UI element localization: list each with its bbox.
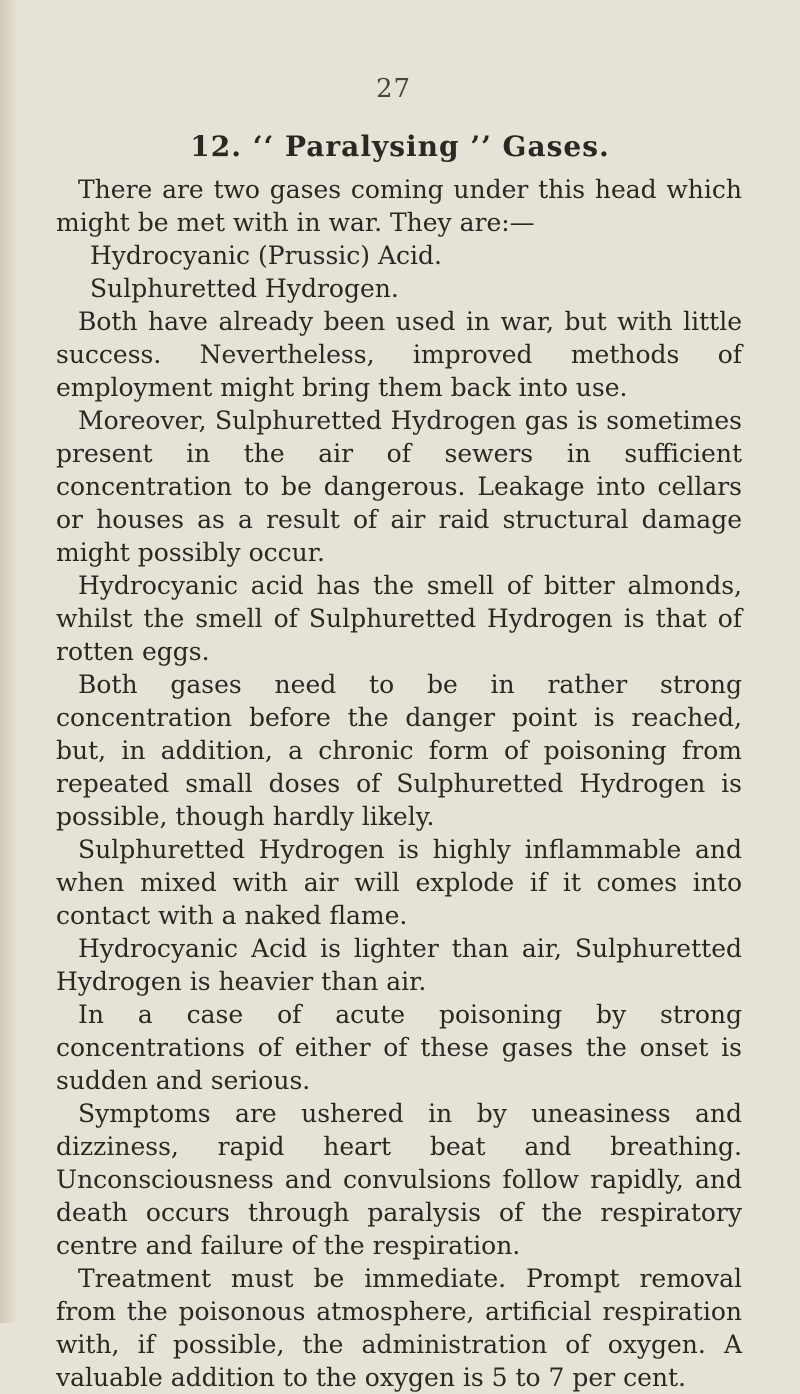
- paragraph: Both gases need to be in rather strong concentration before the danger point is reached, but, in addition, a chronic form of poisoning from repeated small doses of Sulphuretted Hydrogen is possible, though hardly likely.: [56, 670, 742, 831]
- paragraph: Both have already been used in war, but with little success. Nevertheless, improved methods of employment might bring them back into use.: [56, 307, 742, 402]
- page-edge-shadow: [0, 0, 18, 1323]
- paragraph: Treatment must be immediate. Prompt removal from the poisonous atmosphere, artificial respiration with, if possible, the administration of oxygen. A valuable addition to the oxygen is 5 to 7 per cent.: [56, 1264, 742, 1392]
- page-number: 27: [376, 74, 412, 104]
- paragraph: Hydrocyanic Acid is lighter than air, Sulphuretted Hydrogen is heavier than air.: [56, 934, 742, 996]
- gas-list-item: Hydrocyanic (Prussic) Acid.: [90, 241, 442, 270]
- intro-paragraph: There are two gases coming under this head which might be met with in war. They are:—: [56, 175, 742, 237]
- paragraph: Sulphuretted Hydrogen is highly inflammable and when mixed with air will explode if it comes into contact with a naked flame.: [56, 835, 742, 930]
- paragraph: In a case of acute poisoning by strong concentrations of either of these gases the onset is sudden and serious.: [56, 1000, 742, 1095]
- section-heading: 12. ‘‘ Paralysing ’’ Gases.: [190, 130, 610, 163]
- paragraph: Hydrocyanic acid has the smell of bitter almonds, whilst the smell of Sulphuretted Hydrogen is that of rotten eggs.: [56, 571, 742, 666]
- gas-list-item: Sulphuretted Hydrogen.: [90, 274, 399, 303]
- paragraph: Symptoms are ushered in by uneasiness and dizziness, rapid heart beat and breathing. Unconsciousness and convulsions follow rapidly, and death occurs through paralysis of the respiratory centre and failure of the respiration.: [56, 1099, 742, 1260]
- body-text: [56, 173, 742, 1394]
- paragraph: Moreover, Sulphuretted Hydrogen gas is sometimes present in the air of sewers in sufficient concentration to be dangerous. Leakage into cellars or houses as a result of air raid structural damage might possibly occur.: [56, 406, 742, 567]
